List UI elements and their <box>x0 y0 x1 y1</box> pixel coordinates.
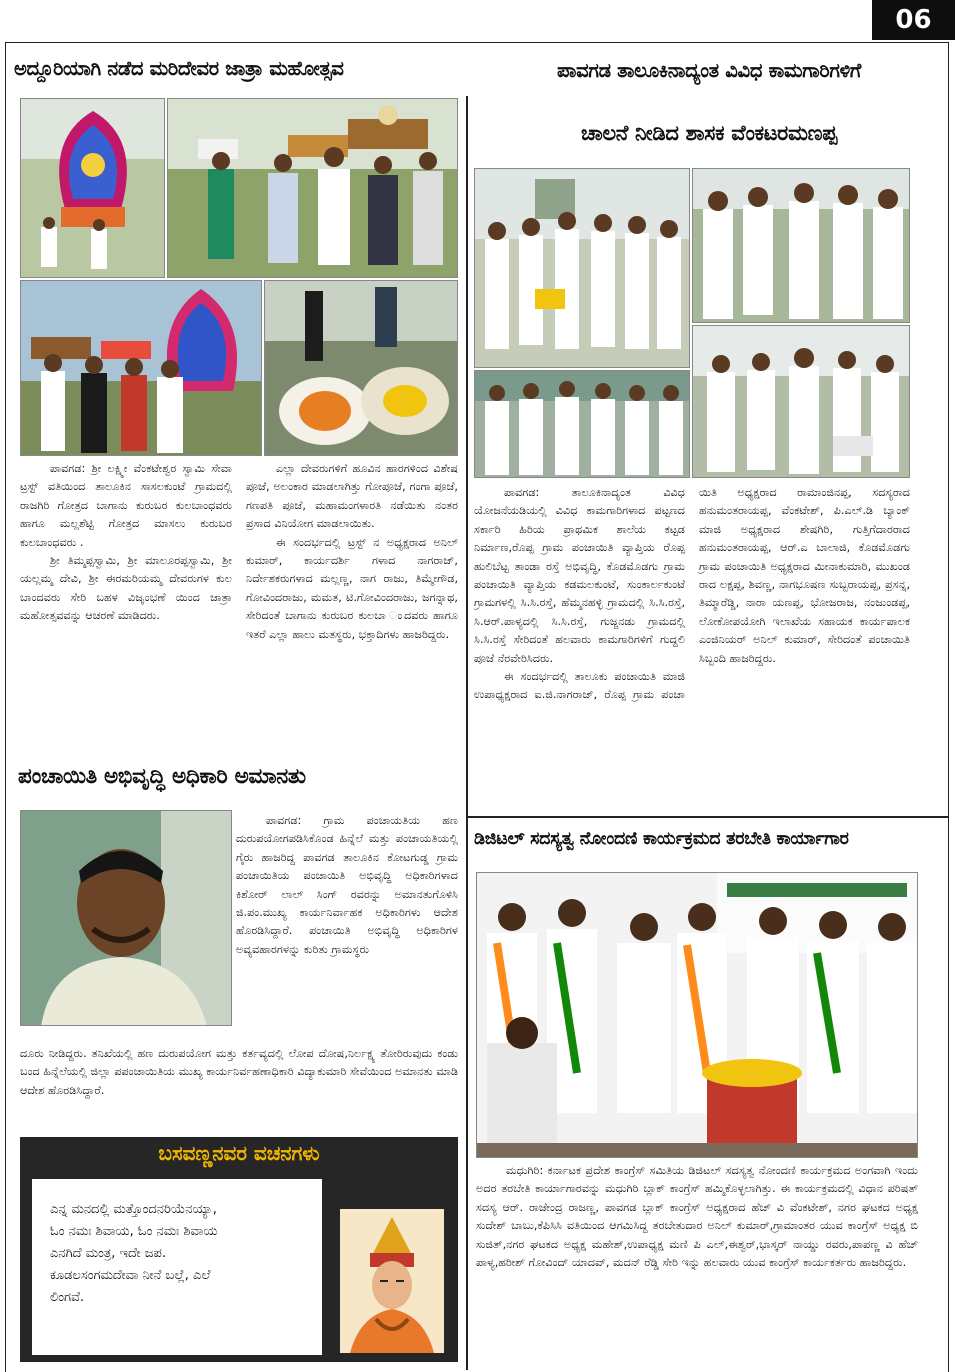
photo-mla-bhoomi-pooja-2 <box>692 168 910 323</box>
story1-body <box>20 460 458 756</box>
photo-chariot-crowd <box>20 280 262 456</box>
photo-devotees-procession <box>167 98 458 278</box>
photo-mla-bhoomi-pooja-1 <box>474 168 690 368</box>
photo-flower-offerings <box>264 280 458 456</box>
story2-photo-collage <box>474 168 910 478</box>
vachana-line: ಲಿಂಗವೆ. <box>50 1290 85 1305</box>
story2-headline-line2: ಚಾಲನೆ ನೀಡಿದ ಶಾಸಕ ವೆಂಕಟರಮಣಪ್ಪ <box>581 121 837 145</box>
story1-paragraph: ಪಾವಗಡ: ಶ್ರೀ ಲಕ್ಷ್ಮೀ ವೆಂಕಟೇಶ್ವರ ಸ್ವಾಮಿ ಸೇವಾ ಟ್ರಸ್ಟ್ ವತಿಯಿಂದ ತಾಲೂಕಿನ ಸಾಸಲಕುಂಟೆ ಗ್ರಾಮದಲ್ಲಿ ರಾಜಗಿರಿ ಗೋತ್ರದ ಬಾಗಾನು ಕುರುಬರ ಕುಲಬಾಂಧವರು ಹಾಗೂ ಮಲ್ಲಶೆಟ್ಟಿ ಗೋತ್ರದ ಮಾಸಲು ಕುರುಬರ ಕುಲಬಾಂಧವರು . <box>20 462 232 549</box>
story1-paragraph: ಶ್ರೀ ತಿಮ್ಮಪ್ಪಸ್ವಾಮಿ, ಶ್ರೀ ಮಾಲೂರಪ್ಪಸ್ವಾಮಿ, ಶ್ರೀ ಯಲ್ಲಮ್ಮ ದೇವಿ, ಶ್ರೀ ಈರಮರಿಯಮ್ಮ ದೇವರುಗಳ ಕುಲ ಬಾಂದವರು ಸೇರಿ ಬಹಳ ವಿಜೃಂಭಣೆ ಯಿಂದ ಜಾತ್ರಾ ಮಹೋತ್ಸವವನ್ನು ಆಚರಣೆ ಮಾಡಿದರು. <box>20 554 232 623</box>
photo-congress-workshop <box>476 872 918 1158</box>
story3-headline: ಪಂಚಾಯಿತಿ ಅಭಿವೃದ್ಧಿ ಅಧಿಕಾರಿ ಅಮಾನತು <box>18 764 306 789</box>
story1-paragraph: ಎಲ್ಲಾ ದೇವರುಗಳಿಗೆ ಹೂವಿನ ಹಾರಗಳಿಂದ ವಿಶೇಷ ಪೂಜೆ, ಅಲಂಕಾರ ಮಾಡಲಾಗಿತ್ತು ಗೋಪೂಜೆ, ಗಂಗಾ ಪೂಜೆ, ಗಣಪತಿ ಪೂಜೆ, ಮಹಾಮಂಗಳಾರತಿ ನಡೆಯಿತು ನಂತರ ಪ್ರಸಾದ ವಿನಿಯೋಗ ಮಾಡಲಾಯಿತು. <box>246 462 458 531</box>
vachana-title: ಬಸವಣ್ಣನವರ ವಚನಗಳು <box>158 1141 320 1165</box>
section-divider <box>468 816 948 818</box>
basavanna-portrait <box>340 1209 444 1353</box>
vachana-box <box>20 1137 458 1362</box>
vachana-line: ಓಂ ನಮಃ ಶಿವಾಯ, ಓಂ ನಮಃ ಶಿವಾಯ <box>50 1224 218 1239</box>
story1-paragraph: ಈ ಸಂದರ್ಭದಲ್ಲಿ ಟ್ರಸ್ಟ್ ನ ಅಧ್ಯಕ್ಷರಾದ ಅನಿಲ್ ಕುಮಾರ್, ಕಾರ್ಯದರ್ಶಿ ಗಳಾದ ನಾಗರಾಜ್, ನಿರ್ದೇಶಕರುಗಳಾದ ಮಲ್ಲಣ್ಣ, ನಾಗ ರಾಜು, ತಿಮ್ಮೇಗೌಡ, ಗೋವಿಂದರಾಜು, ಮಮತ, ಟಿ.ಗೋವಿಂದರಾಜು, ಜಗನ್ನಾಥ, ಸೇರಿದಂತೆ ಬಾಗಾನು ಕುರುಬರ ಕುಲಬಾ ಂದವರು ಹಾಗೂ ಇತರೆ ಎಲ್ಲಾ ಹಾಲು ಮತಸ್ಥರು, ಭಕ್ತಾದಿಗಳು ಹಾಜರಿದ್ದರು. <box>246 535 458 641</box>
photo-mla-bhoomi-pooja-3 <box>692 325 910 478</box>
vachana-text <box>32 1179 322 1355</box>
vachana-line: ಎನ್ನ ಮನದಲ್ಲಿ ಮತ್ತೊಂದನರಿಯೆನಯ್ಯಾ, <box>50 1202 217 1217</box>
story4-headline: ಡಿಜಿಟಲ್ ಸದಸ್ಯತ್ವ ನೋಂದಣಿ ಕಾರ್ಯಕ್ರಮದ ತರಬೇತಿ ಕಾರ್ಯಾಗಾರ <box>474 829 849 849</box>
vachana-line: ಎನಗಿದೆ ಮಂತ್ರ, ಇದೇ ಜಪ. <box>50 1246 167 1261</box>
story1-headline: ಅದ್ದೂರಿಯಾಗಿ ನಡೆದ ಮರಿದೇವರ ಜಾತ್ರಾ ಮಹೋತ್ಸವ <box>14 57 344 80</box>
story3-full-text: ದೂರು ನೀಡಿದ್ದರು. ತನಿಖೆಯಲ್ಲಿ ಹಣ ದುರುಪಯೋಗ ಮತ್ತು ಕರ್ತವ್ಯದಲ್ಲಿ ಲೋಪ ದೋಷ,ನಿರ್ಲಕ್ಷ್ಯ ತೋರಿರುವುದು ಕಂಡು ಬಂದ ಹಿನ್ನೆಲೆಯಲ್ಲಿ ಜಿಲ್ಲಾ ಪಪಂಚಾಯಿತಿಯ ಮುಖ್ಯ ಕಾರ್ಯನಿರ್ವಹಣಾಧಿಕಾರಿ ವಿದ್ಯಾಕುಮಾರಿ ಸೇವೆಯಿಂದ ಅಮಾನತು ಮಾಡಿ ಆದೇಶ ಹೊರಡಿಸಿದ್ದಾರೆ. <box>20 1047 458 1097</box>
photo-chariot <box>20 98 165 278</box>
story1-photo-collage <box>20 98 458 456</box>
story2-body <box>474 484 910 810</box>
page-number: 06 <box>872 0 955 40</box>
photo-mla-bhoomi-pooja-4 <box>474 370 690 478</box>
story2-headline-line1: ಪಾವಗಡ ತಾಲೂಕಿನಾದ್ಯಂತ ವಿವಿಧ ಕಾಮಗಾರಿಗಳಿಗೆ <box>557 59 861 82</box>
column-divider <box>466 96 468 1370</box>
photo-pdo-portrait <box>20 810 232 1026</box>
story2-paragraph: ಪಾವಗಡ: ತಾಲೂಕಿನಾದ್ಯಂತ ವಿವಿಧ ಯೋಜನೆಯಡಿಯಲ್ಲಿ ವಿವಿಧ ಕಾಮಗಾರಿಗಳಾದ ಪಟ್ಟಣದ ಸರ್ಕಾರಿ ಹಿರಿಯ ಪ್ರಾಥಮಿಕ ಶಾಲೆಯ ಕಟ್ಟಡ ನಿರ್ಮಾಣ,ರೊಪ್ಪ ಗ್ರಾಮ ಪಂಚಾಯಿತಿ ವ್ಯಾಪ್ತಿಯ ರೊಪ್ಪ ಹುಲಿಬೆಟ್ಟ ತಾಂಡಾ ರಸ್ತೆ ಅಭಿವೃದ್ಧಿ, ಕೊಡಮೊಡಗು ಗ್ರಾಮ ಪಂಚಾಯಿತಿ ವ್ಯಾಪ್ತಿಯ ಕಡಮಲಕುಂಟೆ, ಸುಂಕಾರ್ಲಕುಂಟೆ ಗ್ರಾಮಗಳಲ್ಲಿ ಸಿ.ಸಿ.ರಸ್ತೆ, ಹೆಮ್ಮನಹಳ್ಳಿ ಗ್ರಾಮದಲ್ಲಿ ಸಿ.ಸಿ.ರಸ್ತೆ, ಸಿ.ಆರ್.ಪಾಳ್ಯದಲ್ಲಿ ಸಿ.ಸಿ.ರಸ್ತೆ, ಗುಜ್ಜನಡು ಗ್ರಾಮದಲ್ಲಿ ಸಿ.ಸಿ.ರಸ್ತೆ ಸೇರಿದಂತೆ ಹಲವಾರು ಕಾಮಗಾರಿಗಳಿಗೆ ಗುದ್ದಲಿ ಪೂಜೆ ನೆರವೇರಿಸಿದರು. <box>474 486 685 665</box>
story2-paragraph: ಈ ಸಂದರ್ಭದಲ್ಲಿ ತಾಲೂಕು ಪಂಚಾಯಿತಿ ಮಾಜಿ ಉಪಾಧ್ಯಕ್ಷರಾದ ಐ.ಜಿ.ನಾಗರಾಜ್, ರೊಪ್ಪ ಗ್ರಾಮ ಪಂಚಾ ಯಿತಿ ಅಧ್ಯಕ್ಷರಾದ ರಾಮಾಂಜಿನಪ್ಪ, ಸದಸ್ಯರಾದ ಹನುಮಂತರಾಯಪ್ಪ, ವೆಂಕಟೇಶ್, ಪಿ.ಎಲ್.ಡಿ ಬ್ಯಾಂಕ್ ಮಾಜಿ ಅಧ್ಯಕ್ಷರಾದ ಶೇಷಗಿರಿ, ಗುತ್ತಿಗೆದಾರರಾದ ಹನುಮಂತರಾಯಪ್ಪ, ಆರ್.ಎ ಬಾಲಾಜಿ, ಕೊಡಮೊಡಗು ಗ್ರಾಮ ಪಂಚಾಯಿತಿ ಅಧ್ಯಕ್ಷರಾದ ಮೀನಾಕುಮಾರಿ, ಮುಖಂಡ ರಾದ ಲಕ್ಷಪ್ಪ, ಶಿವಣ್ಣ, ನಾಗಭೂಷಣ ಸುಬ್ಬರಾಯಪ್ಪ, ಪ್ರಸನ್ನ, ತಿಮ್ಮಾರೆಡ್ಡಿ, ನಾರಾ ಯಣಪ್ಪ, ಭೋಜರಾಜ, ನಂಜುಂಡಪ್ಪ, ಲೋಕೋಪಯೋಗಿ ಇಲಾಖೆಯ ಸಹಾಯಕ ಕಾರ್ಯಪಾಲಕ ಎಂಜಿನಿಯರ್ ಅನಿಲ್ ಕುಮಾರ್, ಸೇರಿದಂತೆ ಪಂಚಾಯಿತಿ ಸಿಬ್ಬಂದಿ ಹಾಜರಿದ್ದರು. <box>474 486 910 702</box>
story4-body: ಮಧುಗಿರಿ: ಕರ್ನಾಟಕ ಪ್ರದೇಶ ಕಾಂಗ್ರೆಸ್ ಸಮಿತಿಯ ಡಿಜಿಟಲ್ ಸದಸ್ಯತ್ವ ನೋಂದಣಿ ಕಾರ್ಯಕ್ರಮದ ಅಂಗವಾಗಿ ಇಂದು ಅದರ ತರಬೇತಿ ಕಾರ್ಯಾಗಾರವನ್ನು ಮಧುಗಿರಿ ಬ್ಲಾಕ್ ಕಾಂಗ್ರೆಸ್ ಹಮ್ಮಿಕೊಳ್ಳಲಾಗಿತ್ತು. ಈ ಕಾರ್ಯಕ್ರಮದಲ್ಲಿ ವಿಧಾನ ಪರಿಷತ್ ಸದಸ್ಯ ಆರ್. ರಾಜೇಂದ್ರ ರಾಜಣ್ಣ, ಪಾವಗಡ ಬ್ಲಾಕ್ ಕಾಂಗ್ರೆಸ್ ಅಧ್ಯಕ್ಷರಾದ ಹೆಚ್ ವಿ ವೆಂಕಟೇಶ್, ನಗರ ಘಟಕದ ಅಧ್ಯಕ್ಷ ಸುದೇಶ್ ಬಾಬು,ಕೆಪಿಸಿಸಿ ವತಿಯಿಂದ ಆಗಮಿಸಿದ್ದ ತರಬೇತುದಾರ ಅನಿಲ್ ಕುಮಾರ್,ಗ್ರಾಮಾಂತರ ಯುವ ಕಾಂಗ್ರೆಸ್ ಅಧ್ಯಕ್ಷ ಬಿ ಸುಜಿತ್,ನಗರ ಘಟಕದ ಅಧ್ಯಕ್ಷ ಮಹೇಶ್,ಉಪಾಧ್ಯಕ್ಷ ಮಣಿ ಪಿ ಎಲ್,ಈಶ್ವರ್,ಭಾಸ್ಕರ್ ನಾಯ್ಡು ರವರು,ಪಾಪಣ್ಣ ವಿ ಹೆಚ್ ಪಾಳ್ಯ,ಹರೀಶ್ ಗೋವಿಂದ್ ಯಾದವ್, ಮದನ್ ರೆಡ್ಡಿ ಸೇರಿ ಇನ್ನು ಹಲವಾರು ಯುವ ಕಾಂಗ್ರೆಸ್ ಕಾರ್ಯಕರ್ತರು ಹಾಜರಿದ್ದರು. <box>476 1164 918 1270</box>
vachana-line: ಕೂಡಲಸಂಗಮದೇವಾ ನೀನೆ ಬಲ್ಲೆ, ಎಲೆ <box>50 1268 211 1283</box>
story3-side-text: ಪಾವಗಡ: ಗ್ರಾಮ ಪಂಚಾಯತಿಯ ಹಣ ದುರುಪಯೋಗಪಡಿಸಿಕೊಂಡ ಹಿನ್ನೆಲೆ ಮತ್ತು ಪಂಚಾಯತಿಯಲ್ಲಿ ಗೈರು ಹಾಜರಿದ್ದ ಪಾವಗಡ ತಾಲೂಕಿನ ಕೋಟಗುಡ್ಡ ಗ್ರಾಮ ಪಂಚಾಯಿತಿಯ ಪಂಚಾಯಿತಿ ಅಭಿವೃದ್ಧಿ ಅಧಿಕಾರಿಗಳಾದ ಕಿಶೋರ್ ಲಾಲ್ ಸಿಂಗ್ ರವರನ್ನು ಅಮಾನತುಗೊಳಿಸಿ ಜಿ.ಪಂ.ಮುಖ್ಯ ಕಾರ್ಯನಿರ್ವಾಹಕ ಅಧಿಕಾರಿಗಳು ಆದೇಶ ಹೊರಡಿಸಿದ್ದಾರೆ. ಪಂಚಾಯಿತಿ ಅಭಿವೃದ್ಧಿ ಅಧಿಕಾರಿಗಳ ಅವ್ಯವಹಾರಗಳನ್ನು ಕುರಿತು ಗ್ರಾಮಸ್ಥರು <box>236 814 458 956</box>
